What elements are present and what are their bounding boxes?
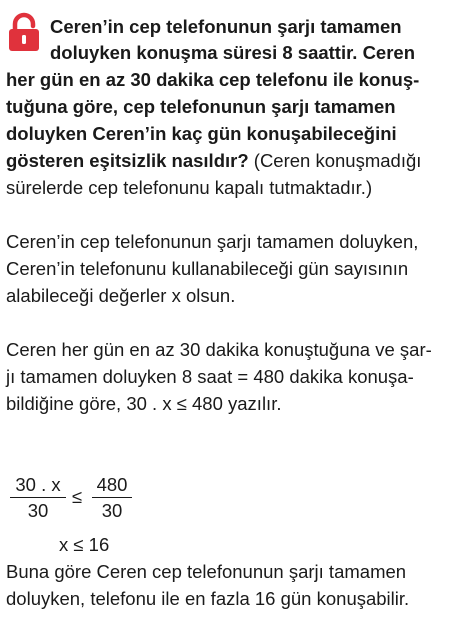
lock-icon: [6, 12, 42, 52]
question-text: gösteren eşitsizlik nasıldır?: [6, 150, 249, 171]
inequality-sign: ≤: [72, 486, 83, 507]
solution-p2-line-2: jı tamamen doluyken 8 saat = 480 dakika konuşa-: [6, 366, 414, 387]
solution-p2-line-1: Ceren her gün en az 30 dakika konuştuğuna ve şar-: [6, 339, 432, 360]
right-numerator: 480: [96, 474, 128, 495]
solution-p1-line-2: Ceren’in telefonunu kullanabileceği gün sayısının: [6, 258, 409, 279]
solution-p2-line-3: bildiğine göre, 30 . x ≤ 480 yazılır.: [6, 393, 282, 414]
left-numerator: 30 . x: [15, 474, 61, 495]
right-fraction: [92, 474, 132, 522]
left-fraction-bar: [10, 497, 66, 498]
right-denominator: 30: [101, 500, 123, 521]
left-fraction: [10, 474, 66, 522]
question-line-2: doluyken konuşma süresi 8 saattir. Ceren: [50, 42, 416, 63]
solution-p1-line-1: Ceren’in cep telefonunun şarjı tamamen doluyken,: [6, 231, 419, 252]
question-line-1: Ceren’in cep telefonunun şarjı tamamen: [50, 16, 402, 37]
question-note-line-2: sürelerde cep telefonunu kapalı tutmaktadır.): [6, 177, 373, 198]
solution-p1-line-3: alabileceği değerler x olsun.: [6, 285, 236, 306]
question-line-3: her gün en az 30 dakika cep telefonu ile konuş-: [6, 69, 420, 90]
right-fraction-bar: [92, 497, 132, 498]
conclusion-line-1: Buna göre Ceren cep telefonunun şarjı tamamen: [6, 561, 407, 582]
left-denominator: 30: [27, 500, 49, 521]
question-line-6: [6, 148, 421, 174]
result-inequality: x ≤ 16: [59, 534, 110, 555]
question-line-4: tuğuna göre, cep telefonunun şarjı tamamen: [6, 96, 396, 117]
conclusion-line-2: doluyken, telefonu ile en fazla 16 gün konuşabilir.: [6, 588, 410, 609]
question-line-5: doluyken Ceren’in kaç gün konuşabileceğini: [6, 123, 397, 144]
question-note: (Ceren konuşmadığı: [248, 150, 422, 171]
